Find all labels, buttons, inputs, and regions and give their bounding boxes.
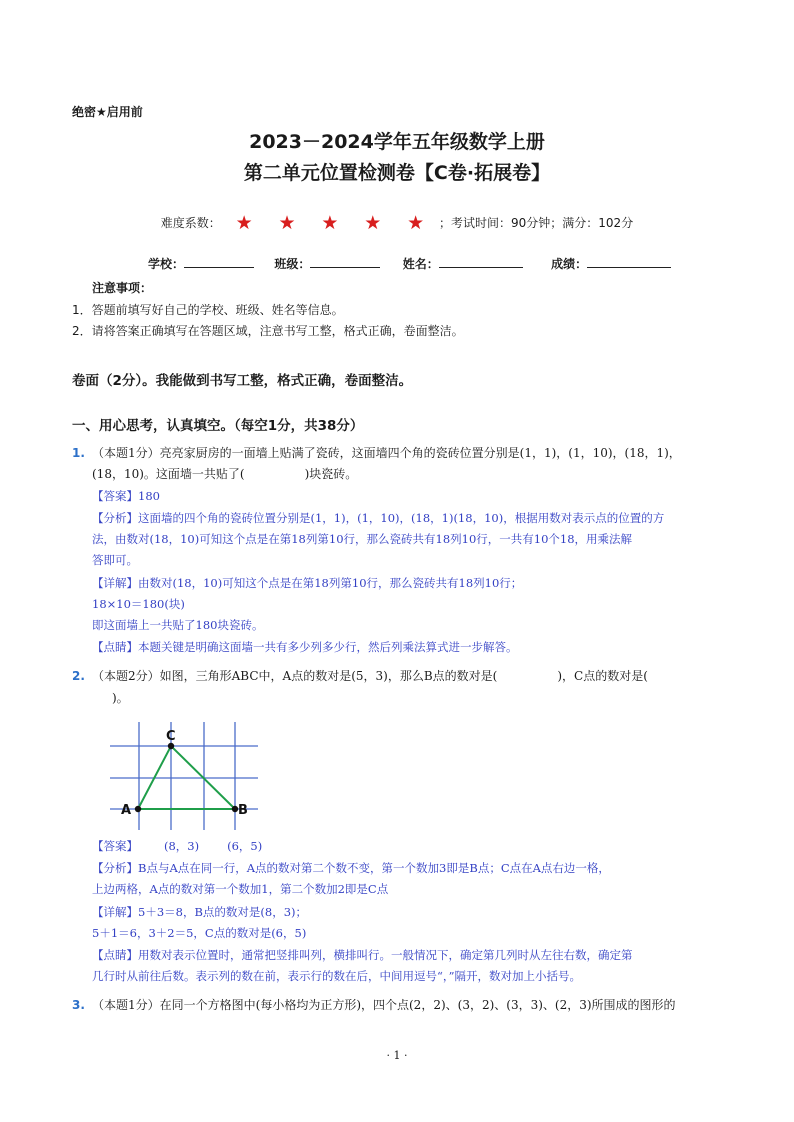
- answer: [92, 836, 722, 857]
- page-number: · 1 ·: [386, 1049, 408, 1062]
- detail: 【详解】5＋3＝8，B点的数对是(8，3)；: [92, 905, 308, 919]
- score-label: 成绩：: [551, 257, 588, 271]
- question-number: 2.: [72, 669, 85, 683]
- question-text: )块瓷砖。: [304, 467, 358, 481]
- notice-item: 2．请将答案正确填写在答题区域，注意书写工整，格式正确，卷面整洁。: [72, 324, 464, 338]
- confidential-mark: 绝密★启用前: [72, 105, 143, 119]
- star-icon: ★: [235, 212, 253, 234]
- exam-title: 2023－2024学年五年级数学上册: [249, 131, 545, 153]
- name-label: 姓名：: [402, 257, 439, 271]
- detail: 【详解】由数对(18，10)可知这个点是在第18列第10行，那么瓷砖共有18列10行；: [92, 576, 523, 590]
- question-1: [72, 443, 722, 464]
- triangle-figure: [104, 720, 264, 832]
- detail: 5＋1＝6，3＋2＝5，C点的数对是(6，5): [92, 926, 307, 940]
- star-icon: ★: [278, 212, 296, 234]
- key-point: 几行时从前往后数。表示列的数在前，表示行的数在后，中间用逗号“，”隔开，数对加上小括号。: [92, 969, 582, 983]
- notice-heading: 注意事项：: [92, 281, 153, 295]
- answer: 【答案】180: [92, 489, 160, 503]
- question-number: 3.: [72, 998, 85, 1012]
- analysis: 【分析】B点与A点在同一行，A点的数对第二个数不变，第一个数加3即是B点；C点在A点右边一格，: [92, 861, 610, 875]
- exam-subtitle: 第二单元位置检测卷【C卷·拓展卷】: [243, 162, 551, 184]
- question-3: [72, 995, 732, 1016]
- analysis: 【分析】这面墙的四个角的瓷砖位置分别是(1，1)，(1，10)，(18，1)(18，10)，根据用数对表示点的位置的方: [92, 511, 665, 525]
- score-field[interactable]: [587, 255, 671, 268]
- question-1-line2: [92, 464, 742, 485]
- question-text: （本题1分）在同一个方格图中(每小格均为正方形)，四个点(2，2)、(3，2)、(3，3)、(2，3)所围成的图形的: [92, 998, 676, 1012]
- star-icon: ★: [364, 212, 382, 234]
- analysis: 答即可。: [92, 553, 138, 567]
- class-label: 班级：: [274, 257, 311, 271]
- question-number: 1.: [72, 446, 85, 460]
- question-text: （本题1分）亮亮家厨房的一面墙上贴满了瓷砖，这面墙四个角的瓷砖位置分别是(1，1)，(1，10)，(18，1)，: [92, 446, 681, 460]
- label-b: B: [238, 803, 248, 818]
- neatness-statement: 卷面（2分）。我能做到书写工整，格式正确，卷面整洁。: [72, 373, 413, 389]
- detail: 18×10＝180(块): [92, 597, 185, 611]
- school-field[interactable]: [184, 255, 254, 268]
- school-label: 学校：: [148, 257, 185, 271]
- question-2: [72, 666, 732, 687]
- label-c: C: [166, 729, 176, 744]
- analysis: 上边两格，A点的数对第一个数加1，第二个数加2即是C点: [92, 882, 389, 896]
- key-point: 【点睛】本题关键是明确这面墙一共有多少列多少行，然后列乘法算式进一步解答。: [92, 640, 518, 654]
- question-text: )，C点的数对是(: [557, 669, 648, 683]
- question-2-line2: [92, 688, 742, 709]
- answer-value: (6，5): [227, 839, 263, 853]
- exam-meta: [0, 210, 794, 232]
- analysis: 法，由数对(18，10)可知这个点是在第18列第10行，那么瓷砖共有18列10行，一共有10个18，用乘法解: [92, 532, 633, 546]
- key-point: 【点睛】用数对表示位置时，通常把竖排叫列，横排叫行。一般情况下，确定第几列时从左往右数，确定第: [92, 948, 633, 962]
- notice-item: 1．答题前填写好自己的学校、班级、姓名等信息。: [72, 303, 344, 317]
- name-field[interactable]: [439, 255, 523, 268]
- label-a: A: [121, 803, 132, 818]
- section-heading: 一、用心思考，认真填空。（每空1分，共38分）: [72, 418, 364, 434]
- detail: 即这面墙上一共贴了180块瓷砖。: [92, 618, 264, 632]
- question-text: (18，10)。这面墙一共贴了(: [92, 467, 245, 481]
- star-icon: ★: [407, 212, 425, 234]
- answer-label: 【答案】: [92, 839, 138, 853]
- difficulty-label: 难度系数：: [160, 216, 221, 230]
- exam-info: ；考试时间：90分钟；满分：102分: [439, 216, 634, 230]
- question-text: )。: [112, 691, 129, 705]
- class-field[interactable]: [310, 255, 380, 268]
- grid-lines: [110, 722, 258, 830]
- answer-value: (8，3): [164, 839, 200, 853]
- question-text: （本题2分）如图，三角形ABC中，A点的数对是(5，3)，那么B点的数对是(: [92, 669, 498, 683]
- star-icon: ★: [321, 212, 339, 234]
- student-info-fields: [148, 255, 671, 272]
- point-a: [135, 806, 141, 812]
